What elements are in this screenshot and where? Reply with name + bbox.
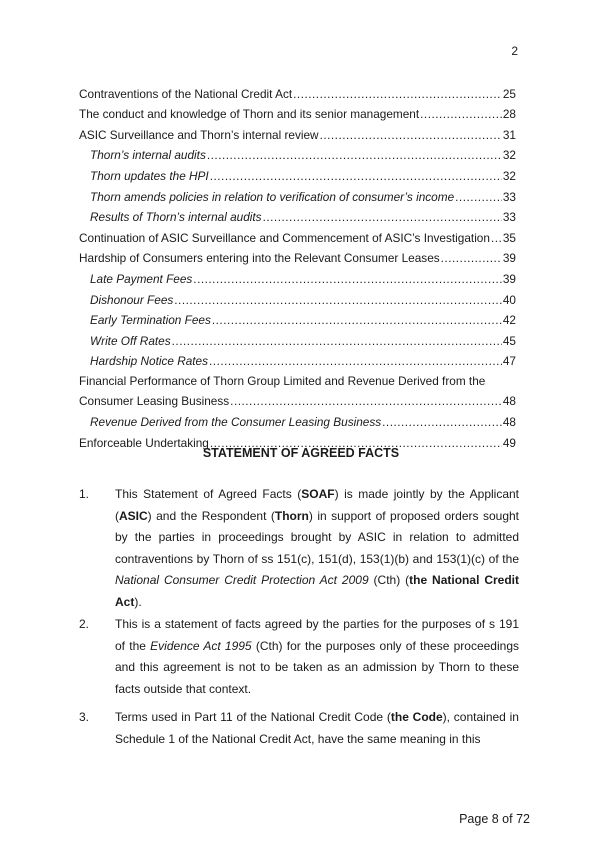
paragraph-3 [79, 707, 519, 750]
toc-leader [293, 87, 502, 101]
toc-entry-page: 32 [502, 148, 516, 163]
toc-entry-page: 40 [502, 292, 516, 307]
toc-entry-title: Consumer Leasing Business [79, 394, 230, 409]
toc-entry-title: Thorn updates the HPI [90, 168, 209, 183]
paragraph-number: 3. [79, 710, 90, 724]
toc-entry [79, 286, 516, 307]
toc-leader [207, 148, 502, 162]
toc-entry-page: 25 [502, 86, 516, 101]
table-of-contents [79, 80, 516, 450]
toc-leader [382, 415, 502, 429]
toc-entry-title: Thorn’s internal audits [90, 148, 206, 163]
paragraph-body: Terms used in Part 11 of the National Credit Code (the Code), contained in Schedule 1 of the National Credit Act, have the same meaning in this [115, 710, 519, 746]
toc-entry-page: 39 [502, 251, 516, 266]
toc-entry-title: Hardship of Consumers entering into the Relevant Consumer Leases [79, 251, 440, 266]
toc-leader [210, 169, 502, 183]
toc-entry-page: 33 [502, 189, 516, 204]
toc-entry-page: 48 [502, 414, 516, 429]
toc-entry [79, 204, 516, 225]
toc-entry-page: 28 [502, 107, 516, 122]
toc-entry-title: Write Off Rates [90, 333, 171, 348]
toc-entry-title: Early Termination Fees [90, 313, 211, 328]
toc-entry [79, 183, 516, 204]
toc-entry-page: 32 [502, 168, 516, 183]
toc-entry-page: 45 [502, 333, 516, 348]
toc-entry-title: Thorn amends policies in relation to verification of consumer’s income [90, 189, 455, 204]
toc-entry [79, 368, 516, 408]
toc-entry-title: Dishonour Fees [90, 292, 174, 307]
toc-leader [172, 334, 502, 348]
toc-entry-title: Contraventions of the National Credit Act [79, 86, 293, 101]
toc-leader [263, 210, 502, 224]
toc-entry-page: 35 [502, 230, 516, 245]
toc-entry-page: 42 [502, 313, 516, 328]
paragraph-number: 2. [79, 617, 90, 631]
toc-entry [79, 307, 516, 328]
toc-leader [193, 272, 502, 286]
toc-entry-page: 47 [502, 354, 516, 369]
page-number: 2 [511, 44, 518, 58]
toc-entry-page: 33 [502, 210, 516, 225]
toc-entry [79, 101, 516, 122]
toc-entry-page: 39 [502, 271, 516, 286]
toc-leader [491, 231, 502, 245]
toc-entry [79, 224, 516, 245]
paragraph-body: This is a statement of facts agreed by the parties for the purposes of s 191 of the Evidence Act 1995 (Cth) for the purposes only of these proceedings and this agreement is not to be taken as an admission by Thorn to these facts outside that context. [115, 617, 519, 696]
toc-entry-title: Continuation of ASIC Surveillance and Commencement of ASIC’s Investigation [79, 230, 490, 245]
toc-entry-title: Results of Thorn’s internal audits [90, 210, 262, 225]
toc-leader [230, 394, 502, 408]
toc-entry-page: 48 [502, 394, 516, 409]
toc-entry-title: Financial Performance of Thorn Group Limited and Revenue Derived from the [79, 374, 486, 389]
toc-entry-title: Revenue Derived from the Consumer Leasing Business [90, 414, 382, 429]
toc-entry-page: 49 [502, 435, 516, 450]
toc-entry [79, 162, 516, 183]
paragraph-number: 1. [79, 487, 90, 501]
toc-entry-title: The conduct and knowledge of Thorn and its senior management [79, 107, 420, 122]
toc-leader [441, 251, 502, 265]
toc-entry-title: Hardship Notice Rates [90, 354, 209, 369]
paragraph-2 [79, 614, 519, 700]
page-footer: Page 8 of 72 [459, 812, 530, 826]
toc-entry-title: Late Payment Fees [90, 271, 193, 286]
toc-entry-title: ASIC Surveillance and Thorn’s internal review [79, 127, 319, 142]
toc-entry [79, 245, 516, 266]
toc-entry [79, 265, 516, 286]
toc-leader [212, 313, 502, 327]
toc-leader [209, 354, 502, 368]
paragraph-body: This Statement of Agreed Facts (SOAF) is made jointly by the Applicant (ASIC) and the Respondent (Thorn) in support of proposed orders sought by the parties in proceedings brought by ASIC in relation to admitted contraventions by Thorn of ss 151(c), 151(d), 153(1)(b) and 153(1)(c) of the National Consumer Credit Protection Act 2009 (Cth) (the National Credit Act). [115, 487, 520, 609]
section-heading: STATEMENT OF AGREED FACTS [202, 446, 400, 460]
toc-leader [420, 107, 502, 121]
toc-leader [174, 293, 502, 307]
toc-leader [455, 190, 502, 204]
toc-entry-title: Enforceable Undertaking [79, 435, 209, 450]
toc-entry [79, 142, 516, 163]
toc-entry [79, 348, 516, 369]
paragraph-1 [79, 484, 519, 613]
toc-entry [79, 327, 516, 348]
toc-entry [79, 121, 516, 142]
toc-entry [79, 408, 516, 429]
toc-entry-page: 31 [502, 127, 516, 142]
toc-entry [79, 80, 516, 101]
toc-leader [320, 128, 502, 142]
